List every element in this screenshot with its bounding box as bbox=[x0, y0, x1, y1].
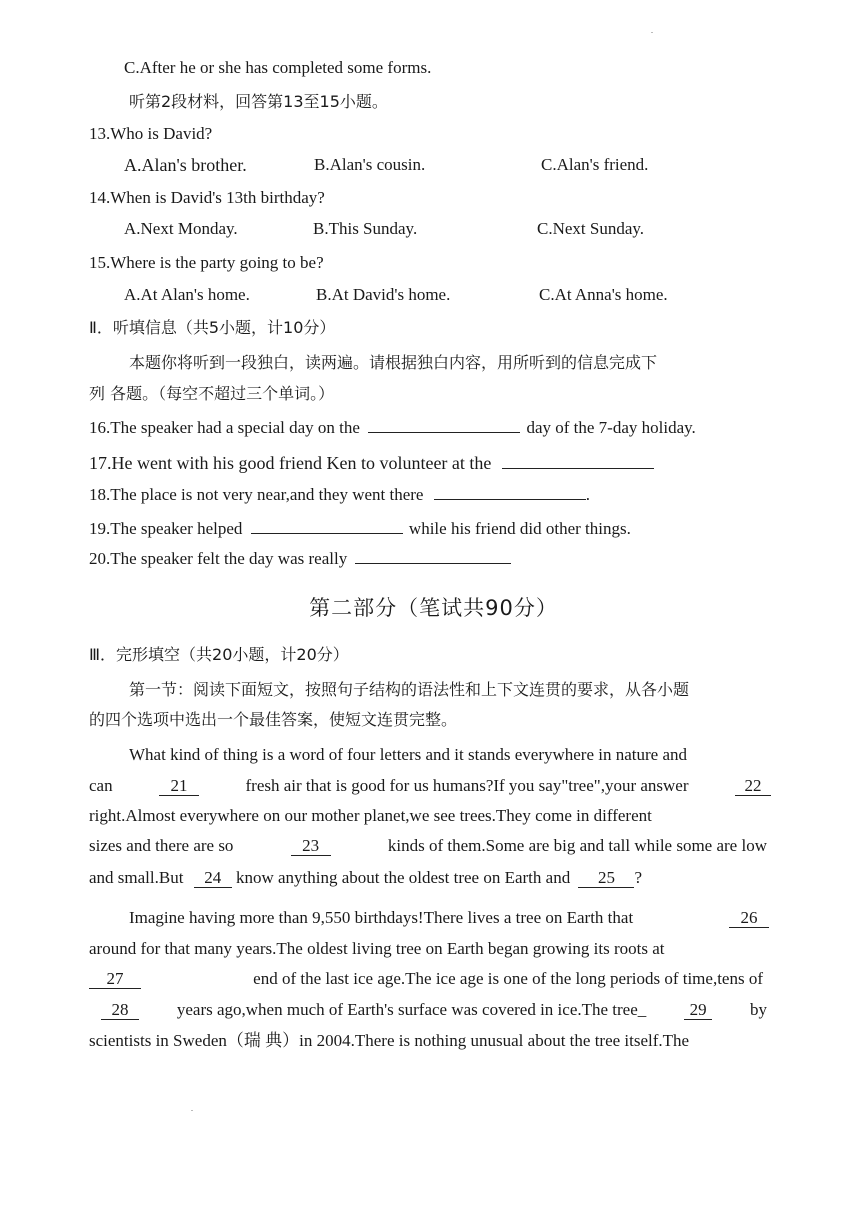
q15-option-a: A.At Alan's home. bbox=[124, 285, 250, 304]
q17 bbox=[89, 452, 654, 473]
q19-text-before: 19.The speaker helped bbox=[89, 519, 243, 538]
blank-22[interactable]: 22 bbox=[735, 776, 771, 796]
q18-text: 18.The place is not very near,and they went there bbox=[89, 485, 424, 504]
q18 bbox=[89, 483, 590, 505]
passage-p2-line2: around for that many years.The oldest living tree on Earth began growing its roots at bbox=[89, 939, 665, 958]
q13-stem: 13.Who is David? bbox=[89, 124, 213, 143]
q16-text-after: day of the 7-day holiday. bbox=[526, 418, 696, 437]
passage-text: years ago,when much of Earth's surface was covered in ice.The tree_ bbox=[176, 1000, 647, 1019]
passage-p1-line1: What kind of thing is a word of four letters and it stands everywhere in nature and bbox=[129, 745, 688, 764]
q14-option-c: C.Next Sunday. bbox=[537, 219, 645, 238]
section3-instruction-line1: 第一节：阅读下面短文，按照句子结构的语法性和上下文连贯的要求，从各小题 bbox=[129, 680, 690, 699]
blank-21[interactable]: 21 bbox=[159, 776, 199, 796]
q15-option-b: B.At David's home. bbox=[316, 285, 451, 304]
q18-period: . bbox=[585, 485, 590, 504]
passage-text: and small.But bbox=[89, 868, 184, 887]
q14-stem: 14.When is David's 13th birthday? bbox=[89, 188, 325, 207]
passage-p1-line4 bbox=[89, 836, 767, 856]
blank-29[interactable]: 29 bbox=[684, 1000, 712, 1020]
q14-option-b: B.This Sunday. bbox=[313, 219, 418, 238]
q16-text-before: 16.The speaker had a special day on the bbox=[89, 418, 360, 437]
written-part-title: 第二部分（笔试共90分） bbox=[309, 596, 558, 620]
passage-p2-line4 bbox=[101, 1000, 767, 1020]
passage-text: ? bbox=[634, 868, 642, 887]
scan-speck bbox=[651, 32, 653, 33]
blank-26[interactable]: 26 bbox=[729, 908, 769, 928]
passage-p2-line5: scientists in Sweden（瑞 典）in 2004.There is nothing unusual about the tree itself.The bbox=[89, 1031, 690, 1050]
passage-text: can bbox=[89, 776, 113, 795]
passage-text: end of the last ice age.The ice age is one of the long periods of time,tens of bbox=[253, 969, 763, 988]
passage-p2-line1 bbox=[129, 908, 769, 928]
blank-25[interactable]: 25 bbox=[578, 868, 634, 887]
passage-p2-line3 bbox=[89, 969, 763, 989]
q19 bbox=[89, 517, 631, 539]
q15-stem: 15.Where is the party going to be? bbox=[89, 253, 324, 272]
section3-instruction-line2: 的四个选项中选出一个最佳答案，使短文连贯完整。 bbox=[89, 710, 458, 729]
passage-p1-line3: right.Almost everywhere on our mother planet,we see trees.They come in different bbox=[89, 806, 652, 825]
section2-instruction: 听第2段材料，回答第13至15小题。 bbox=[129, 92, 388, 111]
q13-option-a: A.Alan's brother. bbox=[124, 155, 247, 175]
passage-text: know anything about the oldest tree on Earth and bbox=[235, 868, 571, 887]
blank-28[interactable]: 28 bbox=[101, 1000, 139, 1020]
answer-blank-16[interactable] bbox=[368, 416, 520, 433]
q12-option-c: C.After he or she has completed some forms. bbox=[124, 58, 432, 77]
answer-blank-19[interactable] bbox=[251, 517, 403, 534]
q20-text: 20.The speaker felt the day was really bbox=[89, 549, 348, 568]
q15-option-c: C.At Anna's home. bbox=[539, 285, 668, 304]
q17-text: 17.He went with his good friend Ken to volunteer at the bbox=[89, 453, 492, 473]
scan-speck bbox=[191, 1110, 193, 1111]
answer-blank-20[interactable] bbox=[355, 547, 511, 564]
q14-option-a: A.Next Monday. bbox=[124, 219, 238, 238]
passage-text: fresh air that is good for us humans?If you say"tree",your answer bbox=[245, 776, 689, 795]
section3-heading: Ⅲ．完形填空（共20小题，计20分） bbox=[89, 645, 349, 664]
passage-p1-line5 bbox=[89, 868, 642, 888]
blank-23[interactable]: 23 bbox=[291, 836, 331, 856]
answer-blank-17[interactable] bbox=[502, 452, 654, 469]
blank-27[interactable]: 27 bbox=[89, 969, 141, 989]
part2-instruction-line1: 本题你将听到一段独白，读两遍。请根据独白内容，用所听到的信息完成下 bbox=[129, 353, 658, 372]
passage-p1-line2 bbox=[89, 776, 771, 796]
q16 bbox=[89, 416, 696, 438]
passage-text: sizes and there are so bbox=[89, 836, 234, 855]
answer-blank-18[interactable] bbox=[434, 483, 586, 500]
part2-instruction-line2: 列 各题。（每空不超过三个单词。） bbox=[89, 384, 335, 403]
section2-heading: Ⅱ．听填信息（共5小题，计10分） bbox=[89, 318, 336, 337]
q13-option-b: B.Alan's cousin. bbox=[314, 155, 426, 174]
blank-24[interactable]: 24 bbox=[194, 868, 232, 887]
passage-text: Imagine having more than 9,550 birthdays!There lives a tree on Earth that bbox=[129, 908, 634, 927]
q20 bbox=[89, 547, 511, 569]
q13-option-c: C.Alan's friend. bbox=[541, 155, 649, 174]
q19-text-after: while his friend did other things. bbox=[408, 519, 631, 538]
passage-text: kinds of them.Some are big and tall while some are low bbox=[387, 836, 767, 855]
passage-text: by bbox=[750, 1000, 767, 1019]
